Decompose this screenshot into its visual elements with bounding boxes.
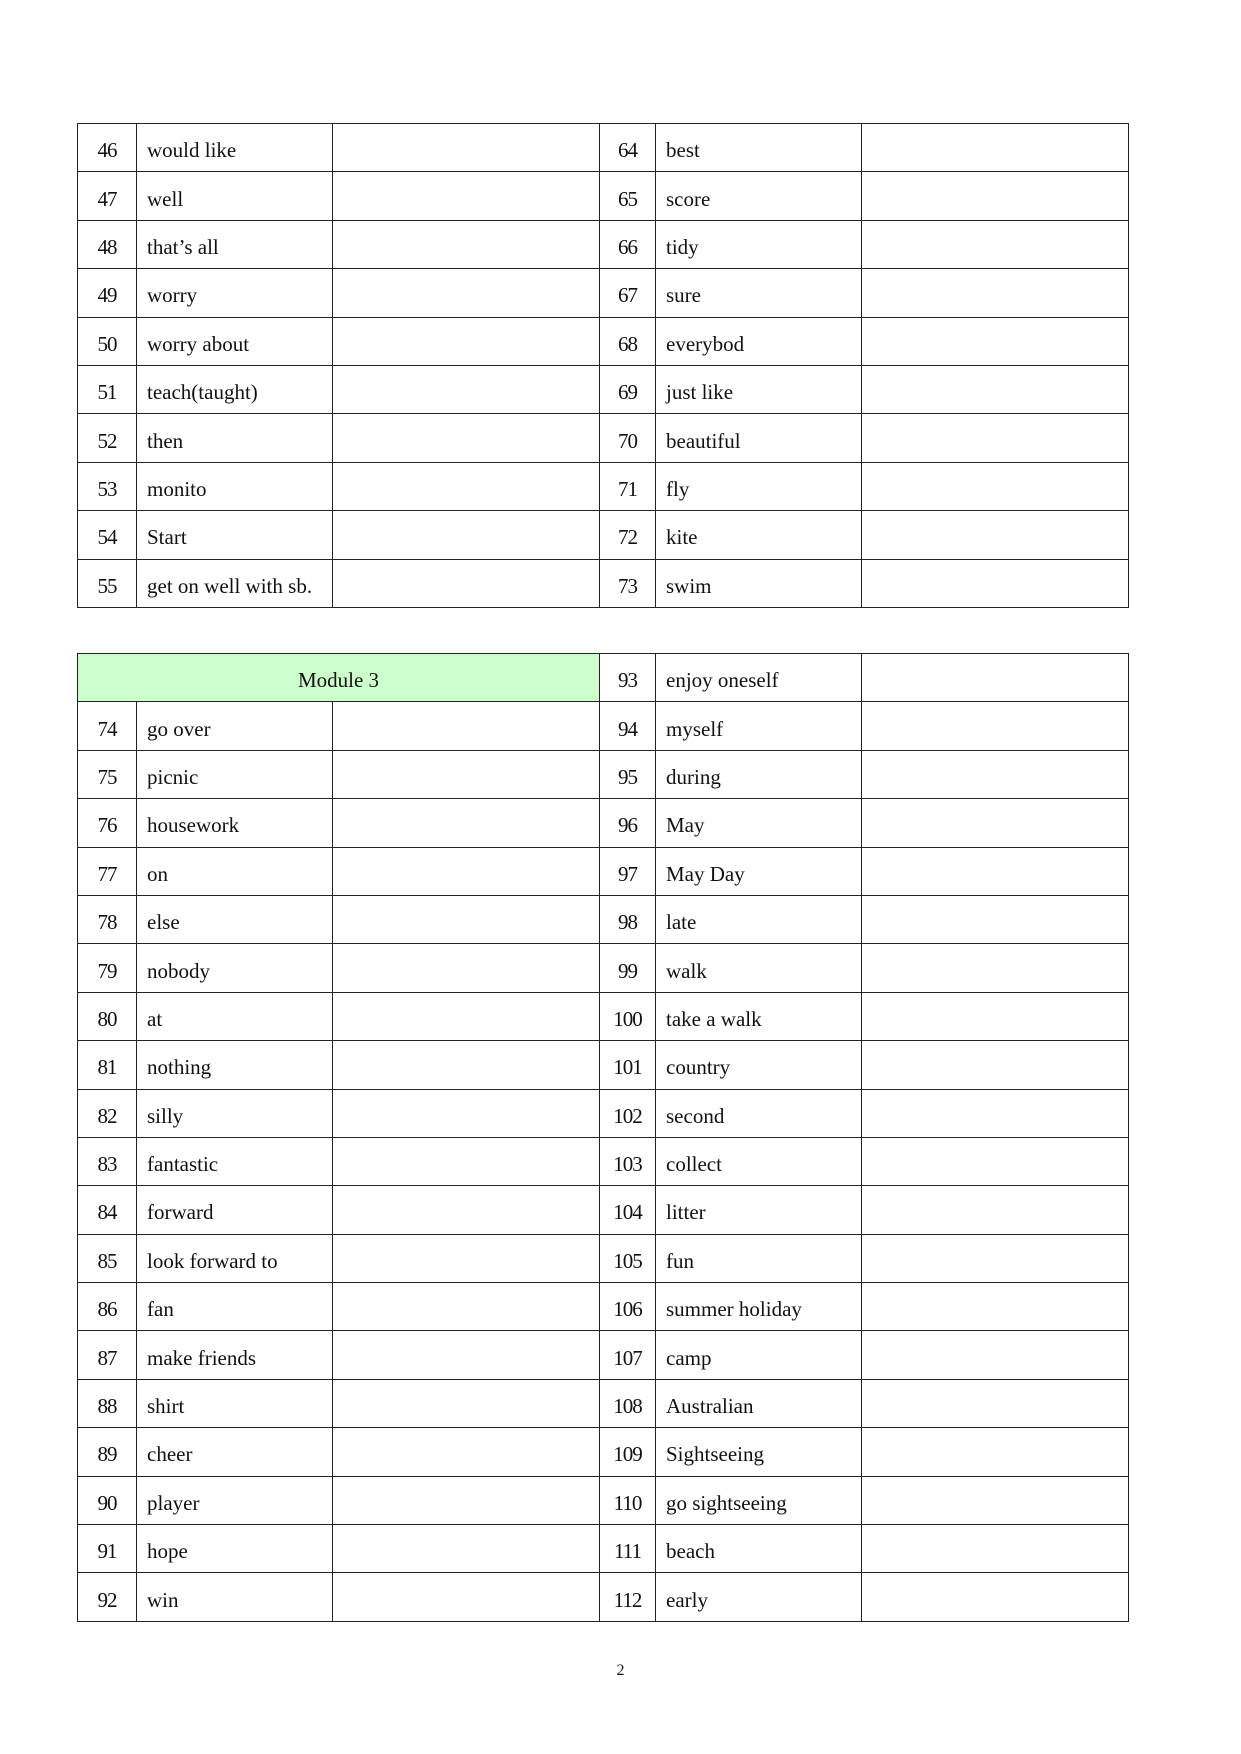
word-number: 73 [600, 559, 656, 607]
answer-blank[interactable] [333, 1476, 600, 1524]
table-row [78, 414, 1129, 462]
word-number: 80 [78, 992, 137, 1040]
word-number: 96 [600, 799, 656, 847]
word-number: 87 [78, 1331, 137, 1379]
word-number: 91 [78, 1525, 137, 1573]
vocab-word: at [137, 992, 333, 1040]
table-row [78, 1476, 1129, 1524]
vocab-word: on [137, 847, 333, 895]
vocab-word: Start [137, 511, 333, 559]
word-number: 53 [78, 462, 137, 510]
word-number: 68 [600, 317, 656, 365]
word-number: 70 [600, 414, 656, 462]
word-number: 93 [600, 654, 656, 702]
word-number: 86 [78, 1283, 137, 1331]
answer-blank[interactable] [333, 1137, 600, 1185]
vocab-word: Australian [656, 1379, 862, 1427]
table-row [78, 124, 1129, 172]
table-row [78, 799, 1129, 847]
answer-blank[interactable] [333, 895, 600, 943]
answer-blank[interactable] [333, 1186, 600, 1234]
vocab-word: look forward to [137, 1234, 333, 1282]
answer-blank[interactable] [862, 847, 1129, 895]
table-row [78, 559, 1129, 607]
vocab-word: camp [656, 1331, 862, 1379]
module-header-row [78, 654, 1129, 702]
word-number: 71 [600, 462, 656, 510]
table-row [78, 511, 1129, 559]
vocab-word: player [137, 1476, 333, 1524]
word-number: 49 [78, 269, 137, 317]
vocab-word: late [656, 895, 862, 943]
answer-blank[interactable] [862, 124, 1129, 172]
word-number: 64 [600, 124, 656, 172]
answer-blank[interactable] [862, 1573, 1129, 1621]
word-number: 97 [600, 847, 656, 895]
answer-blank[interactable] [862, 750, 1129, 798]
table-row [78, 220, 1129, 268]
answer-blank[interactable] [862, 172, 1129, 220]
vocab-word: that’s all [137, 220, 333, 268]
answer-blank[interactable] [333, 750, 600, 798]
answer-blank[interactable] [862, 944, 1129, 992]
answer-blank[interactable] [862, 1186, 1129, 1234]
answer-blank[interactable] [333, 172, 600, 220]
answer-blank[interactable] [862, 365, 1129, 413]
answer-blank[interactable] [862, 1379, 1129, 1427]
answer-blank[interactable] [333, 1089, 600, 1137]
vocab-word: nobody [137, 944, 333, 992]
vocab-word: beautiful [656, 414, 862, 462]
vocab-word: best [656, 124, 862, 172]
word-number: 55 [78, 559, 137, 607]
answer-blank[interactable] [862, 511, 1129, 559]
answer-blank[interactable] [862, 1331, 1129, 1379]
answer-blank[interactable] [333, 944, 600, 992]
table-row [78, 992, 1129, 1040]
answer-blank[interactable] [333, 1379, 600, 1427]
vocabulary-table-1-body [78, 124, 1129, 608]
answer-blank[interactable] [862, 654, 1129, 702]
table-row [78, 1186, 1129, 1234]
answer-blank[interactable] [862, 559, 1129, 607]
word-number: 99 [600, 944, 656, 992]
answer-blank[interactable] [333, 317, 600, 365]
table-row [78, 895, 1129, 943]
vocab-word: hope [137, 1525, 333, 1573]
vocab-word: would like [137, 124, 333, 172]
vocab-word: kite [656, 511, 862, 559]
vocab-word: summer holiday [656, 1283, 862, 1331]
answer-blank[interactable] [862, 1089, 1129, 1137]
table-row [78, 1283, 1129, 1331]
word-number: 67 [600, 269, 656, 317]
answer-blank[interactable] [333, 559, 600, 607]
word-number: 74 [78, 702, 137, 750]
answer-blank[interactable] [333, 1283, 600, 1331]
vocab-word: picnic [137, 750, 333, 798]
answer-blank[interactable] [333, 1331, 600, 1379]
word-number: 82 [78, 1089, 137, 1137]
vocab-word: walk [656, 944, 862, 992]
word-number: 72 [600, 511, 656, 559]
answer-blank[interactable] [333, 702, 600, 750]
answer-blank[interactable] [333, 1041, 600, 1089]
vocab-word: collect [656, 1137, 862, 1185]
vocab-word: shirt [137, 1379, 333, 1427]
table-row [78, 1428, 1129, 1476]
vocab-word: go sightseeing [656, 1476, 862, 1524]
vocab-word: beach [656, 1525, 862, 1573]
vocab-word: swim [656, 559, 862, 607]
word-number: 54 [78, 511, 137, 559]
word-number: 103 [600, 1137, 656, 1185]
answer-blank[interactable] [333, 269, 600, 317]
word-number: 88 [78, 1379, 137, 1427]
word-number: 69 [600, 365, 656, 413]
word-number: 105 [600, 1234, 656, 1282]
word-number: 46 [78, 124, 137, 172]
answer-blank[interactable] [333, 1234, 600, 1282]
answer-blank[interactable] [862, 1041, 1129, 1089]
word-number: 102 [600, 1089, 656, 1137]
vocab-word: go over [137, 702, 333, 750]
word-number: 48 [78, 220, 137, 268]
word-number: 108 [600, 1379, 656, 1427]
vocab-word: myself [656, 702, 862, 750]
vocab-word: well [137, 172, 333, 220]
answer-blank[interactable] [333, 992, 600, 1040]
word-number: 66 [600, 220, 656, 268]
table-row [78, 462, 1129, 510]
table-row [78, 944, 1129, 992]
word-number: 83 [78, 1137, 137, 1185]
answer-blank[interactable] [333, 847, 600, 895]
word-number: 94 [600, 702, 656, 750]
table-row [78, 750, 1129, 798]
answer-blank[interactable] [333, 414, 600, 462]
table-row [78, 172, 1129, 220]
vocab-word: everybod [656, 317, 862, 365]
table-row [78, 269, 1129, 317]
vocab-word: take a walk [656, 992, 862, 1040]
vocab-word: sure [656, 269, 862, 317]
word-number: 47 [78, 172, 137, 220]
vocab-word: housework [137, 799, 333, 847]
vocab-word: during [656, 750, 862, 798]
table-row [78, 1041, 1129, 1089]
word-number: 65 [600, 172, 656, 220]
table-row [78, 1379, 1129, 1427]
answer-blank[interactable] [333, 799, 600, 847]
table-row [78, 1331, 1129, 1379]
answer-blank[interactable] [333, 365, 600, 413]
table-row [78, 365, 1129, 413]
word-number: 111 [600, 1525, 656, 1573]
word-number: 89 [78, 1428, 137, 1476]
word-number: 77 [78, 847, 137, 895]
word-number: 85 [78, 1234, 137, 1282]
word-number: 50 [78, 317, 137, 365]
vocab-word: second [656, 1089, 862, 1137]
word-number: 112 [600, 1573, 656, 1621]
word-number: 79 [78, 944, 137, 992]
vocab-word: get on well with sb. [137, 559, 333, 607]
answer-blank[interactable] [862, 1234, 1129, 1282]
answer-blank[interactable] [862, 895, 1129, 943]
vocab-word: silly [137, 1089, 333, 1137]
vocab-word: then [137, 414, 333, 462]
vocab-word: nothing [137, 1041, 333, 1089]
table-row [78, 1525, 1129, 1573]
answer-blank[interactable] [862, 317, 1129, 365]
module-title: Module 3 [78, 654, 600, 702]
vocab-word: litter [656, 1186, 862, 1234]
vocab-word: score [656, 172, 862, 220]
answer-blank[interactable] [333, 124, 600, 172]
answer-blank[interactable] [862, 1137, 1129, 1185]
answer-blank[interactable] [862, 269, 1129, 317]
answer-blank[interactable] [862, 1525, 1129, 1573]
answer-blank[interactable] [862, 462, 1129, 510]
table-row [78, 702, 1129, 750]
vocabulary-table-1 [77, 123, 1129, 608]
vocab-word: tidy [656, 220, 862, 268]
word-number: 81 [78, 1041, 137, 1089]
answer-blank[interactable] [862, 220, 1129, 268]
vocab-word: make friends [137, 1331, 333, 1379]
word-number: 78 [78, 895, 137, 943]
word-number: 100 [600, 992, 656, 1040]
word-number: 98 [600, 895, 656, 943]
table-row [78, 317, 1129, 365]
vocab-word: fan [137, 1283, 333, 1331]
answer-blank[interactable] [333, 1525, 600, 1573]
answer-blank[interactable] [333, 1573, 600, 1621]
vocab-word: fly [656, 462, 862, 510]
vocab-word: monito [137, 462, 333, 510]
word-number: 110 [600, 1476, 656, 1524]
word-number: 90 [78, 1476, 137, 1524]
word-number: 106 [600, 1283, 656, 1331]
vocab-word: just like [656, 365, 862, 413]
word-number: 52 [78, 414, 137, 462]
answer-blank[interactable] [333, 462, 600, 510]
vocab-word: fantastic [137, 1137, 333, 1185]
answer-blank[interactable] [333, 511, 600, 559]
vocab-word: worry [137, 269, 333, 317]
word-number: 84 [78, 1186, 137, 1234]
table-row [78, 1234, 1129, 1282]
table-row [78, 1089, 1129, 1137]
table-row [78, 1573, 1129, 1621]
answer-blank[interactable] [862, 1476, 1129, 1524]
vocab-word: worry about [137, 317, 333, 365]
answer-blank[interactable] [333, 220, 600, 268]
answer-blank[interactable] [862, 799, 1129, 847]
word-number: 76 [78, 799, 137, 847]
vocab-word: enjoy oneself [656, 654, 862, 702]
answer-blank[interactable] [333, 1428, 600, 1476]
table-row [78, 847, 1129, 895]
word-number: 101 [600, 1041, 656, 1089]
answer-blank[interactable] [862, 1428, 1129, 1476]
vocabulary-table-2-body [78, 654, 1129, 1622]
word-number: 51 [78, 365, 137, 413]
vocab-word: Sightseeing [656, 1428, 862, 1476]
vocab-word: win [137, 1573, 333, 1621]
page-number: 2 [616, 1662, 625, 1679]
word-number: 109 [600, 1428, 656, 1476]
answer-blank[interactable] [862, 414, 1129, 462]
vocabulary-table-2 [77, 653, 1129, 1622]
vocab-word: cheer [137, 1428, 333, 1476]
vocab-word: teach(taught) [137, 365, 333, 413]
vocab-word: May [656, 799, 862, 847]
vocab-word: May Day [656, 847, 862, 895]
answer-blank[interactable] [862, 1283, 1129, 1331]
word-number: 92 [78, 1573, 137, 1621]
vocab-word: fun [656, 1234, 862, 1282]
vocab-word: early [656, 1573, 862, 1621]
word-number: 107 [600, 1331, 656, 1379]
answer-blank[interactable] [862, 702, 1129, 750]
vocab-word: country [656, 1041, 862, 1089]
word-number: 104 [600, 1186, 656, 1234]
word-number: 95 [600, 750, 656, 798]
vocab-word: else [137, 895, 333, 943]
table-row [78, 1137, 1129, 1185]
answer-blank[interactable] [862, 992, 1129, 1040]
word-number: 75 [78, 750, 137, 798]
vocab-word: forward [137, 1186, 333, 1234]
